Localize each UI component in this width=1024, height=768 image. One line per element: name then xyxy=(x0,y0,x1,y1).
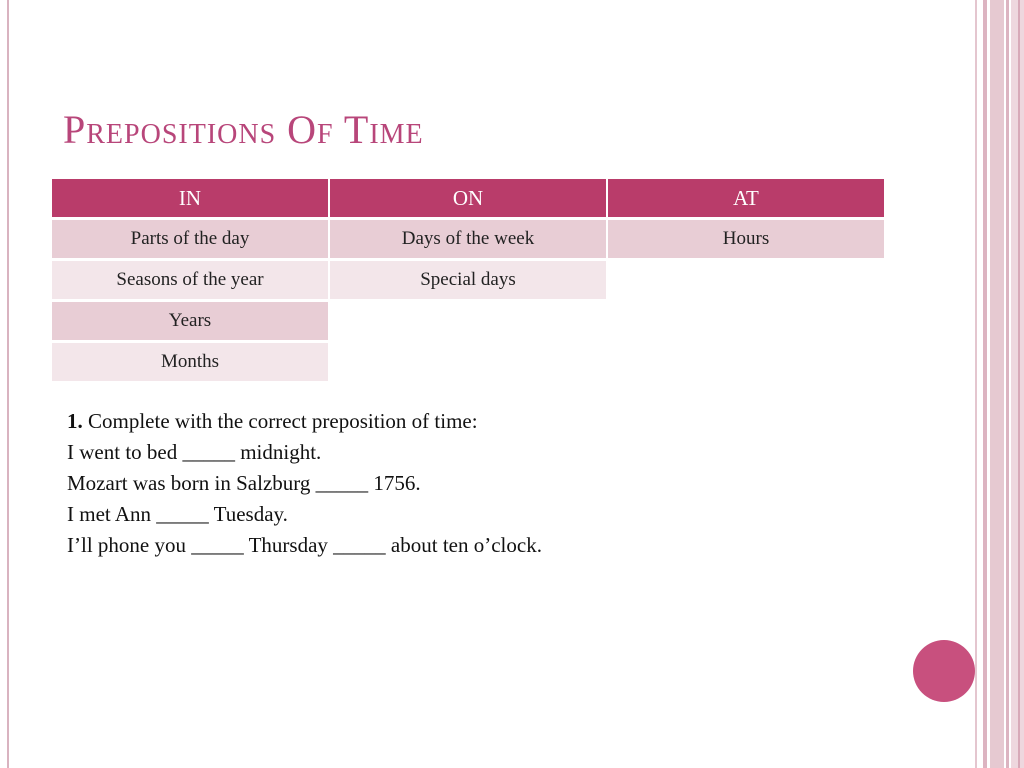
left-border-line xyxy=(7,0,9,768)
table-cell: Days of the week xyxy=(330,220,608,261)
table-cell-empty xyxy=(608,261,886,302)
table-cell: Hours xyxy=(608,220,886,261)
table-header-row xyxy=(52,179,886,220)
header-on: ON xyxy=(330,179,608,220)
exercise-sentence: I met Ann _____ Tuesday. xyxy=(67,502,288,526)
exercise-instruction: Complete with the correct preposition of time: xyxy=(88,409,478,433)
table-cell-empty xyxy=(330,343,608,384)
exercise-number: 1. xyxy=(67,409,83,433)
slide-title: Prepositions Of Time xyxy=(63,107,424,152)
table-cell: Special days xyxy=(330,261,608,302)
exercise-instruction-line xyxy=(67,406,542,437)
exercise-sentence: Mozart was born in Salzburg _____ 1756. xyxy=(67,471,421,495)
decorative-stripe xyxy=(1018,0,1020,768)
header-in: IN xyxy=(52,179,330,220)
decorative-stripe xyxy=(975,0,977,768)
table-cell-empty xyxy=(330,302,608,343)
decorative-circle xyxy=(913,640,975,702)
exercise-sentence: I went to bed _____ midnight. xyxy=(67,440,322,464)
table-cell: Months xyxy=(52,343,330,384)
table-cell: Years xyxy=(52,302,330,343)
decorative-stripe xyxy=(983,0,987,768)
table-cell-empty xyxy=(608,302,886,343)
decorative-stripe xyxy=(1006,0,1009,768)
prepositions-table xyxy=(52,179,886,384)
table-cell-empty xyxy=(608,343,886,384)
table-row xyxy=(52,220,886,261)
table-row xyxy=(52,343,886,384)
table-row xyxy=(52,302,886,343)
exercise-block xyxy=(67,406,542,561)
header-at: AT xyxy=(608,179,886,220)
decorative-stripe xyxy=(990,0,1004,768)
table-row xyxy=(52,261,886,302)
table-cell: Parts of the day xyxy=(52,220,330,261)
table-cell: Seasons of the year xyxy=(52,261,330,302)
exercise-sentence: I’ll phone you _____ Thursday _____ about ten o’clock. xyxy=(67,533,542,557)
